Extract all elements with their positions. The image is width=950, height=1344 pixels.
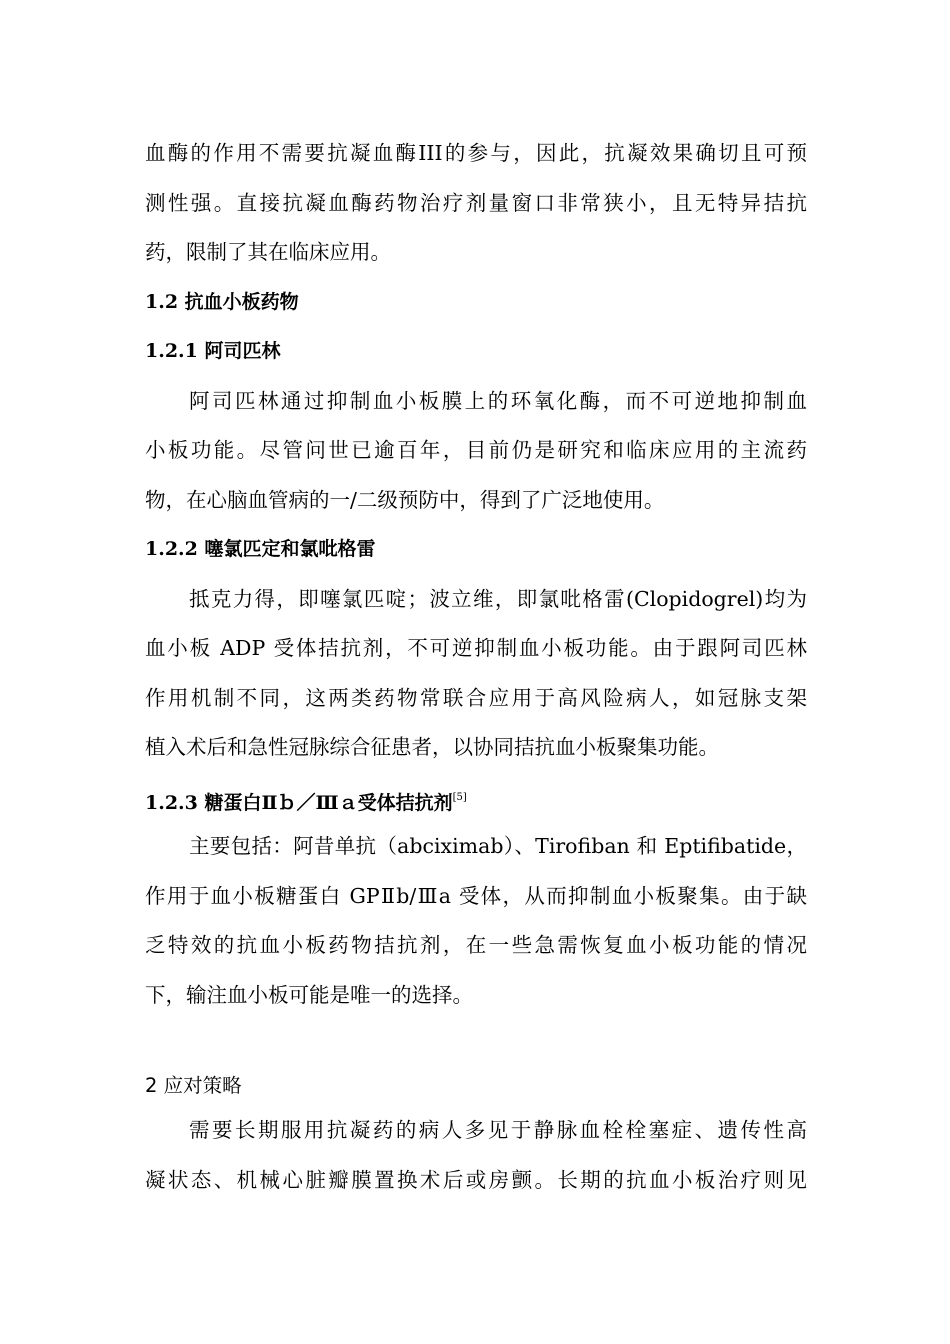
paragraph-line: 阿司匹林通过抑制血小板膜上的环氧化酶，而不可逆地抑制血 [189,388,807,413]
paragraph-line: 物，在心脑血管病的一/二级预防中，得到了广泛地使用。 [145,487,665,512]
paragraph-line: 下，输注血小板可能是唯一的选择。 [145,982,473,1007]
section-heading-text: 1.2.3 糖蛋白Ⅱｂ／Ⅲａ受体拮抗剂 [145,791,453,814]
paragraph-line: 抵克力得，即噻氯匹啶；波立维，即氯吡格雷(Clopidogrel)均为 [189,586,807,611]
paragraph-line: 需要长期服用抗凝药的病人多见于静脉血栓栓塞症、遗传性高 [189,1118,807,1142]
paragraph-line: 主要包括：阿昔单抗（abciximab）、Tirofiban 和 Eptifibatide， [189,834,807,858]
paragraph-line: 血小板 ADP 受体拮抗剂，不可逆抑制血小板功能。由于跟阿司匹林 [145,636,807,660]
section-heading-2: 2 应对策略 [145,1074,242,1097]
paragraph-line: 药，限制了其在临床应用。 [145,240,391,264]
section-heading-1-2-1: 1.2.1 阿司匹林 [145,340,281,362]
paragraph-line: 凝状态、机械心脏瓣膜置换术后或房颤。长期的抗血小板治疗则见 [145,1167,807,1192]
paragraph-line: 小板功能。尽管问世已逾百年，目前仍是研究和临床应用的主流药 [145,438,807,462]
intro-paragraph [145,129,807,278]
section-heading-1-2-2: 1.2.2 噻氯匹定和氯吡格雷 [145,538,376,560]
section-heading-1-2: 1.2 抗血小板药物 [145,290,299,313]
document-page [145,129,807,1205]
aspirin-paragraph [145,377,807,526]
paragraph-line: 测性强。直接抗凝血酶药物治疗剂量窗口非常狭小，且无特异拮抗 [145,190,807,215]
ticlopidine-paragraph [145,575,807,773]
strategy-paragraph [145,1106,807,1205]
paragraph-line: 植入术后和急性冠脉综合征患者，以协同拮抗血小板聚集功能。 [145,735,719,759]
section-heading-1-2-3 [145,773,807,823]
paragraph-line: 血酶的作用不需要抗凝血酶III的参与，因此，抗凝效果确切且可预 [145,141,807,165]
paragraph-line: 作用于血小板糖蛋白 GPⅡb/Ⅲa 受体，从而抑制血小板聚集。由于缺 [145,883,807,908]
paragraph-line: 乏特效的抗血小板药物拮抗剂，在一些急需恢复血小板功能的情况 [145,933,807,957]
citation-superscript: [5] [452,791,467,803]
paragraph-line: 作用机制不同，这两类药物常联合应用于高风险病人，如冠脉支架 [145,685,807,710]
gp-receptor-paragraph [145,822,807,1020]
